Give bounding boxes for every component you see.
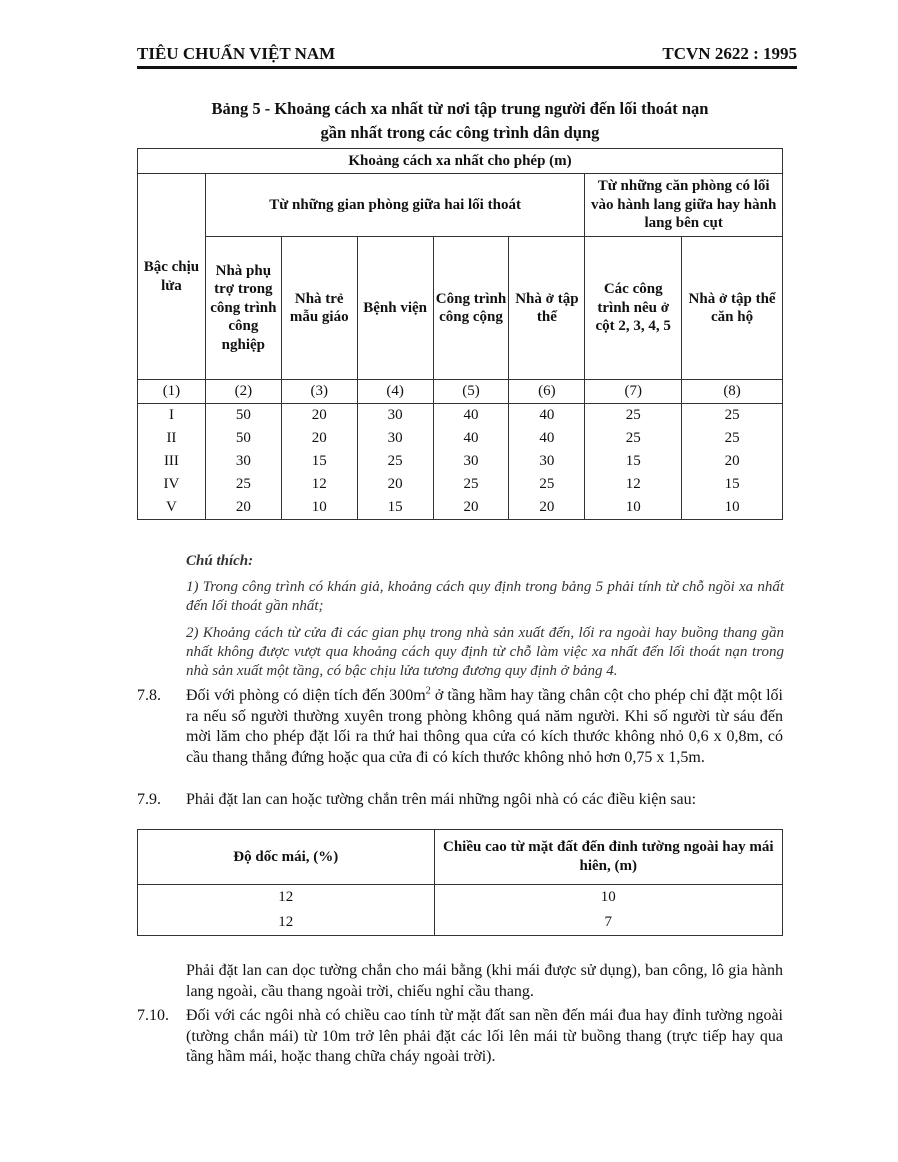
section-text-part: Đối với phòng có diện tích đến 300m [186,687,426,704]
table5-col-header: Nhà ở tập thể [509,237,585,380]
distance-cell: 25 [682,404,783,428]
notes-title: Chú thích: [186,553,254,569]
distance-cell: 25 [433,473,509,496]
roof-col-slope: Độ dốc mái, (%) [138,830,435,885]
distance-cell: 15 [281,450,357,473]
section-7-9 [137,790,783,811]
page-header [137,38,797,69]
roof-slope-cell: 12 [138,910,435,936]
notes [186,553,784,689]
distance-cell: 25 [585,404,682,428]
roof-height-cell: 7 [434,910,782,936]
distance-cell: 25 [357,450,433,473]
distance-cell: 15 [357,496,433,520]
fire-rating-cell: IV [138,473,206,496]
distance-cell: 15 [682,473,783,496]
table5-col-header: Nhà trẻ mẫu giáo [281,237,357,380]
distance-cell: 12 [281,473,357,496]
roof-col-height: Chiều cao từ mặt đất đến đỉnh tường ngoài hay mái hiên, (m) [434,830,782,885]
distance-cell: 20 [509,496,585,520]
distance-cell: 25 [509,473,585,496]
section-number: 7.10. [137,1007,169,1024]
table5-col-number: (2) [205,380,281,404]
distance-cell: 20 [357,473,433,496]
table5 [137,148,783,520]
table5-caption-line1: Bảng 5 - Khoảng cách xa nhất từ nơi tập trung người đến lối thoát nạn [211,99,709,118]
distance-cell: 20 [433,496,509,520]
table5-col-header: Nhà ở tập thể căn hộ [682,237,783,380]
table5-col-header: Bệnh viện [357,237,433,380]
section-number: 7.8. [137,687,161,704]
table-row [138,427,783,450]
section-7-8 [137,686,783,768]
table5-col-number: (6) [509,380,585,404]
table5-col-header: Công trình công cộng [433,237,509,380]
distance-cell: 30 [205,450,281,473]
section-text: Phải đặt lan can dọc tường chắn cho mái bằng (khi mái được sử dụng), ban công, lô gia hành lang ngoài, cầu thang ngoài trời, chiếu nghỉ cầu thang. [186,962,783,1000]
section-text [186,686,783,768]
fire-rating-cell: I [138,404,206,428]
distance-cell: 25 [682,427,783,450]
superscript: 2 [425,685,431,697]
distance-cell: 25 [205,473,281,496]
distance-cell: 40 [509,404,585,428]
header-standard-code: TCVN 2622 : 1995 [662,44,797,63]
table5-fire-col-header: Bậc chịu lửa [138,174,206,380]
roof-table [137,829,783,936]
table5-col-number: (4) [357,380,433,404]
distance-cell: 40 [433,427,509,450]
distance-cell: 30 [509,450,585,473]
distance-cell: 30 [433,450,509,473]
distance-cell: 15 [585,450,682,473]
note-item: 1) Trong công trình có khán giả, khoảng cách quy định trong bảng 5 phải tính từ chỗ ngồi xa nhất đến lối thoát gần nhất; [186,579,784,614]
section-text: Đối với các ngôi nhà có chiều cao tính từ mặt đất san nền đến mái đua hay đỉnh tường ngoài (tường chắn mái) từ 10m trở lên phải đặt các lối lên mái từ buồng thang (trực tiếp hay qua tầng hầm mái, hoặc thang chữa cháy ngoài trời). [186,1007,783,1065]
roof-slope-cell: 12 [138,885,435,911]
section-text: Phải đặt lan can hoặc tường chắn trên mái những ngôi nhà có các điều kiện sau: [186,791,697,808]
table-row [138,885,783,911]
note-item: 2) Khoảng cách từ cửa đi các gian phụ trong nhà sản xuất đến, lối ra ngoài hay buồng thang gần nhất không được vượt qua khoảng cách quy định từ chỗ làm việc xa nhất đến lối thoát nạn trong nhà sản xuất một tầng, có bậc chịu lửa tương đương quy định ở bảng 4. [186,625,784,679]
roof-height-cell: 10 [434,885,782,911]
paragraph-after-table [137,961,783,1002]
table-row [138,450,783,473]
distance-cell: 40 [433,404,509,428]
table-row [138,496,783,520]
distance-cell: 50 [205,427,281,450]
distance-cell: 20 [205,496,281,520]
section-number: 7.9. [137,791,161,808]
distance-cell: 20 [682,450,783,473]
distance-cell: 20 [281,427,357,450]
header-standard-title: TIÊU CHUẨN VIỆT NAM [137,44,336,63]
table5-col-number: (8) [682,380,783,404]
table5-group-deadend: Từ những căn phòng có lối vào hành lang giữa hay hành lang bên cụt [585,174,783,237]
distance-cell: 30 [357,427,433,450]
distance-cell: 10 [585,496,682,520]
table5-col-header: Các công trình nêu ở cột 2, 3, 4, 5 [585,237,682,380]
table5-group-between: Từ những gian phòng giữa hai lối thoát [205,174,584,237]
fire-rating-cell: II [138,427,206,450]
fire-rating-cell: V [138,496,206,520]
table-row [138,473,783,496]
distance-cell: 30 [357,404,433,428]
table-row [138,910,783,936]
table-row [138,404,783,428]
distance-cell: 40 [509,427,585,450]
distance-cell: 25 [585,427,682,450]
distance-cell: 12 [585,473,682,496]
table5-col-header: Nhà phụ trợ trong công trình công nghiệp [205,237,281,380]
table5-top-header: Khoảng cách xa nhất cho phép (m) [138,149,783,174]
table5-caption-line2: gần nhất trong các công trình dân dụng [320,123,600,142]
distance-cell: 20 [281,404,357,428]
distance-cell: 50 [205,404,281,428]
section-text-part: ở tầng hầm hay tầng chân cột cho phép chỉ đặt một lối ra nếu số người thường xuyên trong phòng không quá năm người. Khi số người từ sáu đến mời lăm cho phép đặt lối ra thứ hai thông qua cửa có kích thước không nhỏ 0,6 x 0,8m, có cầu thang thẳng đứng hoặc qua cửa đi có kích thước không nhỏ hơn 0,75 x 1,5m. [186,687,783,766]
table5-col-number: (3) [281,380,357,404]
fire-rating-cell: III [138,450,206,473]
table5-col-number: (7) [585,380,682,404]
section-7-10 [137,1006,783,1068]
table5-col-number: (5) [433,380,509,404]
distance-cell: 10 [281,496,357,520]
table5-col-number: (1) [138,380,206,404]
distance-cell: 10 [682,496,783,520]
